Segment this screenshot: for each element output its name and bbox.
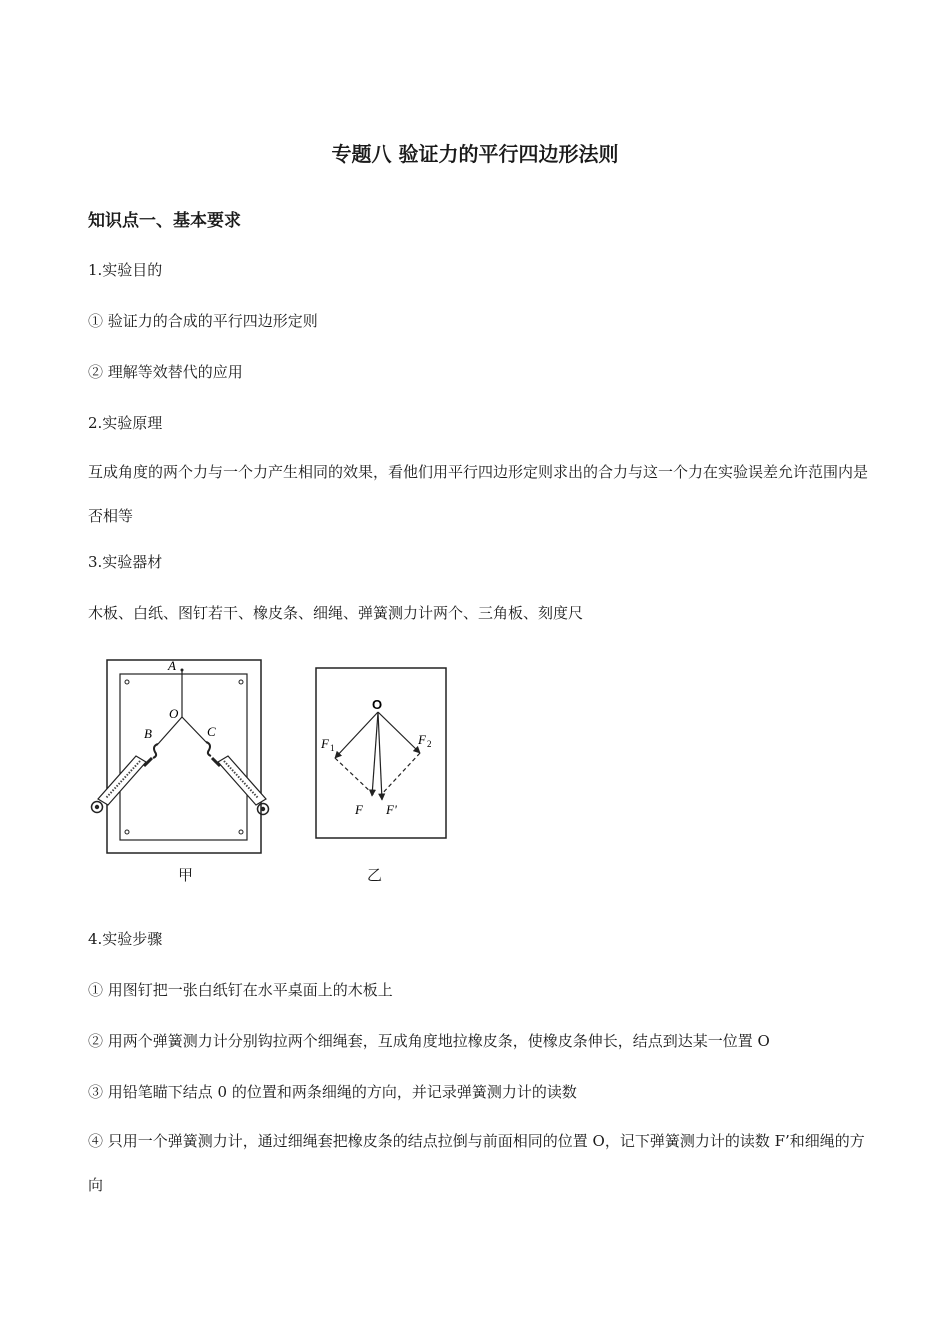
principle-text: 互成角度的两个力与一个力产生相同的效果，看他们用平行四边形定则求出的合力与这一个力在实验误差允许范围内是否相等 xyxy=(88,463,869,525)
page-title: 专题八 验证力的平行四边形法则 xyxy=(331,142,619,166)
string-oc xyxy=(182,717,206,742)
purpose-item-2: ② 理解等效替代的应用 xyxy=(88,363,243,381)
string-ob xyxy=(158,717,182,744)
spring-scale-right xyxy=(212,756,269,815)
section-heading: 知识点一、基本要求 xyxy=(88,211,241,231)
label-o: O xyxy=(169,706,179,721)
step-item-3: ③ 用铅笔瞄下结点 0 的位置和两条细绳的方向，并记录弹簧测力计的读数 xyxy=(88,1083,577,1101)
label-f: F xyxy=(355,802,363,817)
figure-yi-caption: 乙 xyxy=(367,866,383,884)
label-a: A xyxy=(168,658,176,673)
pin-icon xyxy=(239,830,243,834)
dashed-side-left xyxy=(335,758,375,796)
vector-f xyxy=(372,712,378,796)
paper-frame xyxy=(316,668,446,838)
label-b: B xyxy=(144,726,152,741)
label-f2-subscript: 2 xyxy=(427,739,432,749)
vector-f1 xyxy=(335,712,378,758)
steps-label: 4.实验步骤 xyxy=(88,930,163,948)
step-item-1: ① 用图钉把一张白纸钉在水平桌面上的木板上 xyxy=(88,981,393,999)
label-f-prime: F' xyxy=(386,802,397,817)
purpose-label: 1.实验目的 xyxy=(88,261,163,279)
hook-c xyxy=(206,742,211,756)
pin-icon xyxy=(125,830,129,834)
pin-icon xyxy=(239,680,243,684)
principle-label: 2.实验原理 xyxy=(88,414,163,432)
step-item-4: ④ 只用一个弹簧测力计，通过细绳套把橡皮条的结点拉倒与前面相同的位置 O，记下弹簧测力计的读数 F’和细绳的方向 xyxy=(88,1132,865,1194)
vector-f-prime xyxy=(378,712,382,800)
purpose-item-1: ① 验证力的合成的平行四边形定则 xyxy=(88,312,318,330)
spring-scale-left xyxy=(92,756,153,813)
label-f2: F xyxy=(418,732,426,747)
pin-icon xyxy=(125,680,129,684)
equipment-text: 木板、白纸、图钉若干、橡皮条、细绳、弹簧测力计两个、三角板、刻度尺 xyxy=(88,604,584,622)
label-f1: F xyxy=(321,736,329,751)
label-f1-subscript: 1 xyxy=(330,743,335,753)
step-item-2: ② 用两个弹簧测力计分别钩拉两个细绳套，互成角度地拉橡皮条，使橡皮条伸长，结点到达某一位置 O xyxy=(88,1032,770,1050)
figure-jia-caption: 甲 xyxy=(178,866,194,884)
vector-f2 xyxy=(378,712,420,753)
equipment-label: 3.实验器材 xyxy=(88,553,163,571)
figure-yi-parallelogram xyxy=(314,666,448,840)
hook-b xyxy=(153,744,158,758)
label-o: O xyxy=(372,697,383,712)
label-c: C xyxy=(207,724,216,739)
dashed-side-right xyxy=(380,753,420,796)
anchor-point-a xyxy=(181,669,184,672)
board-outer xyxy=(107,660,261,853)
figure-jia-board xyxy=(86,652,276,862)
